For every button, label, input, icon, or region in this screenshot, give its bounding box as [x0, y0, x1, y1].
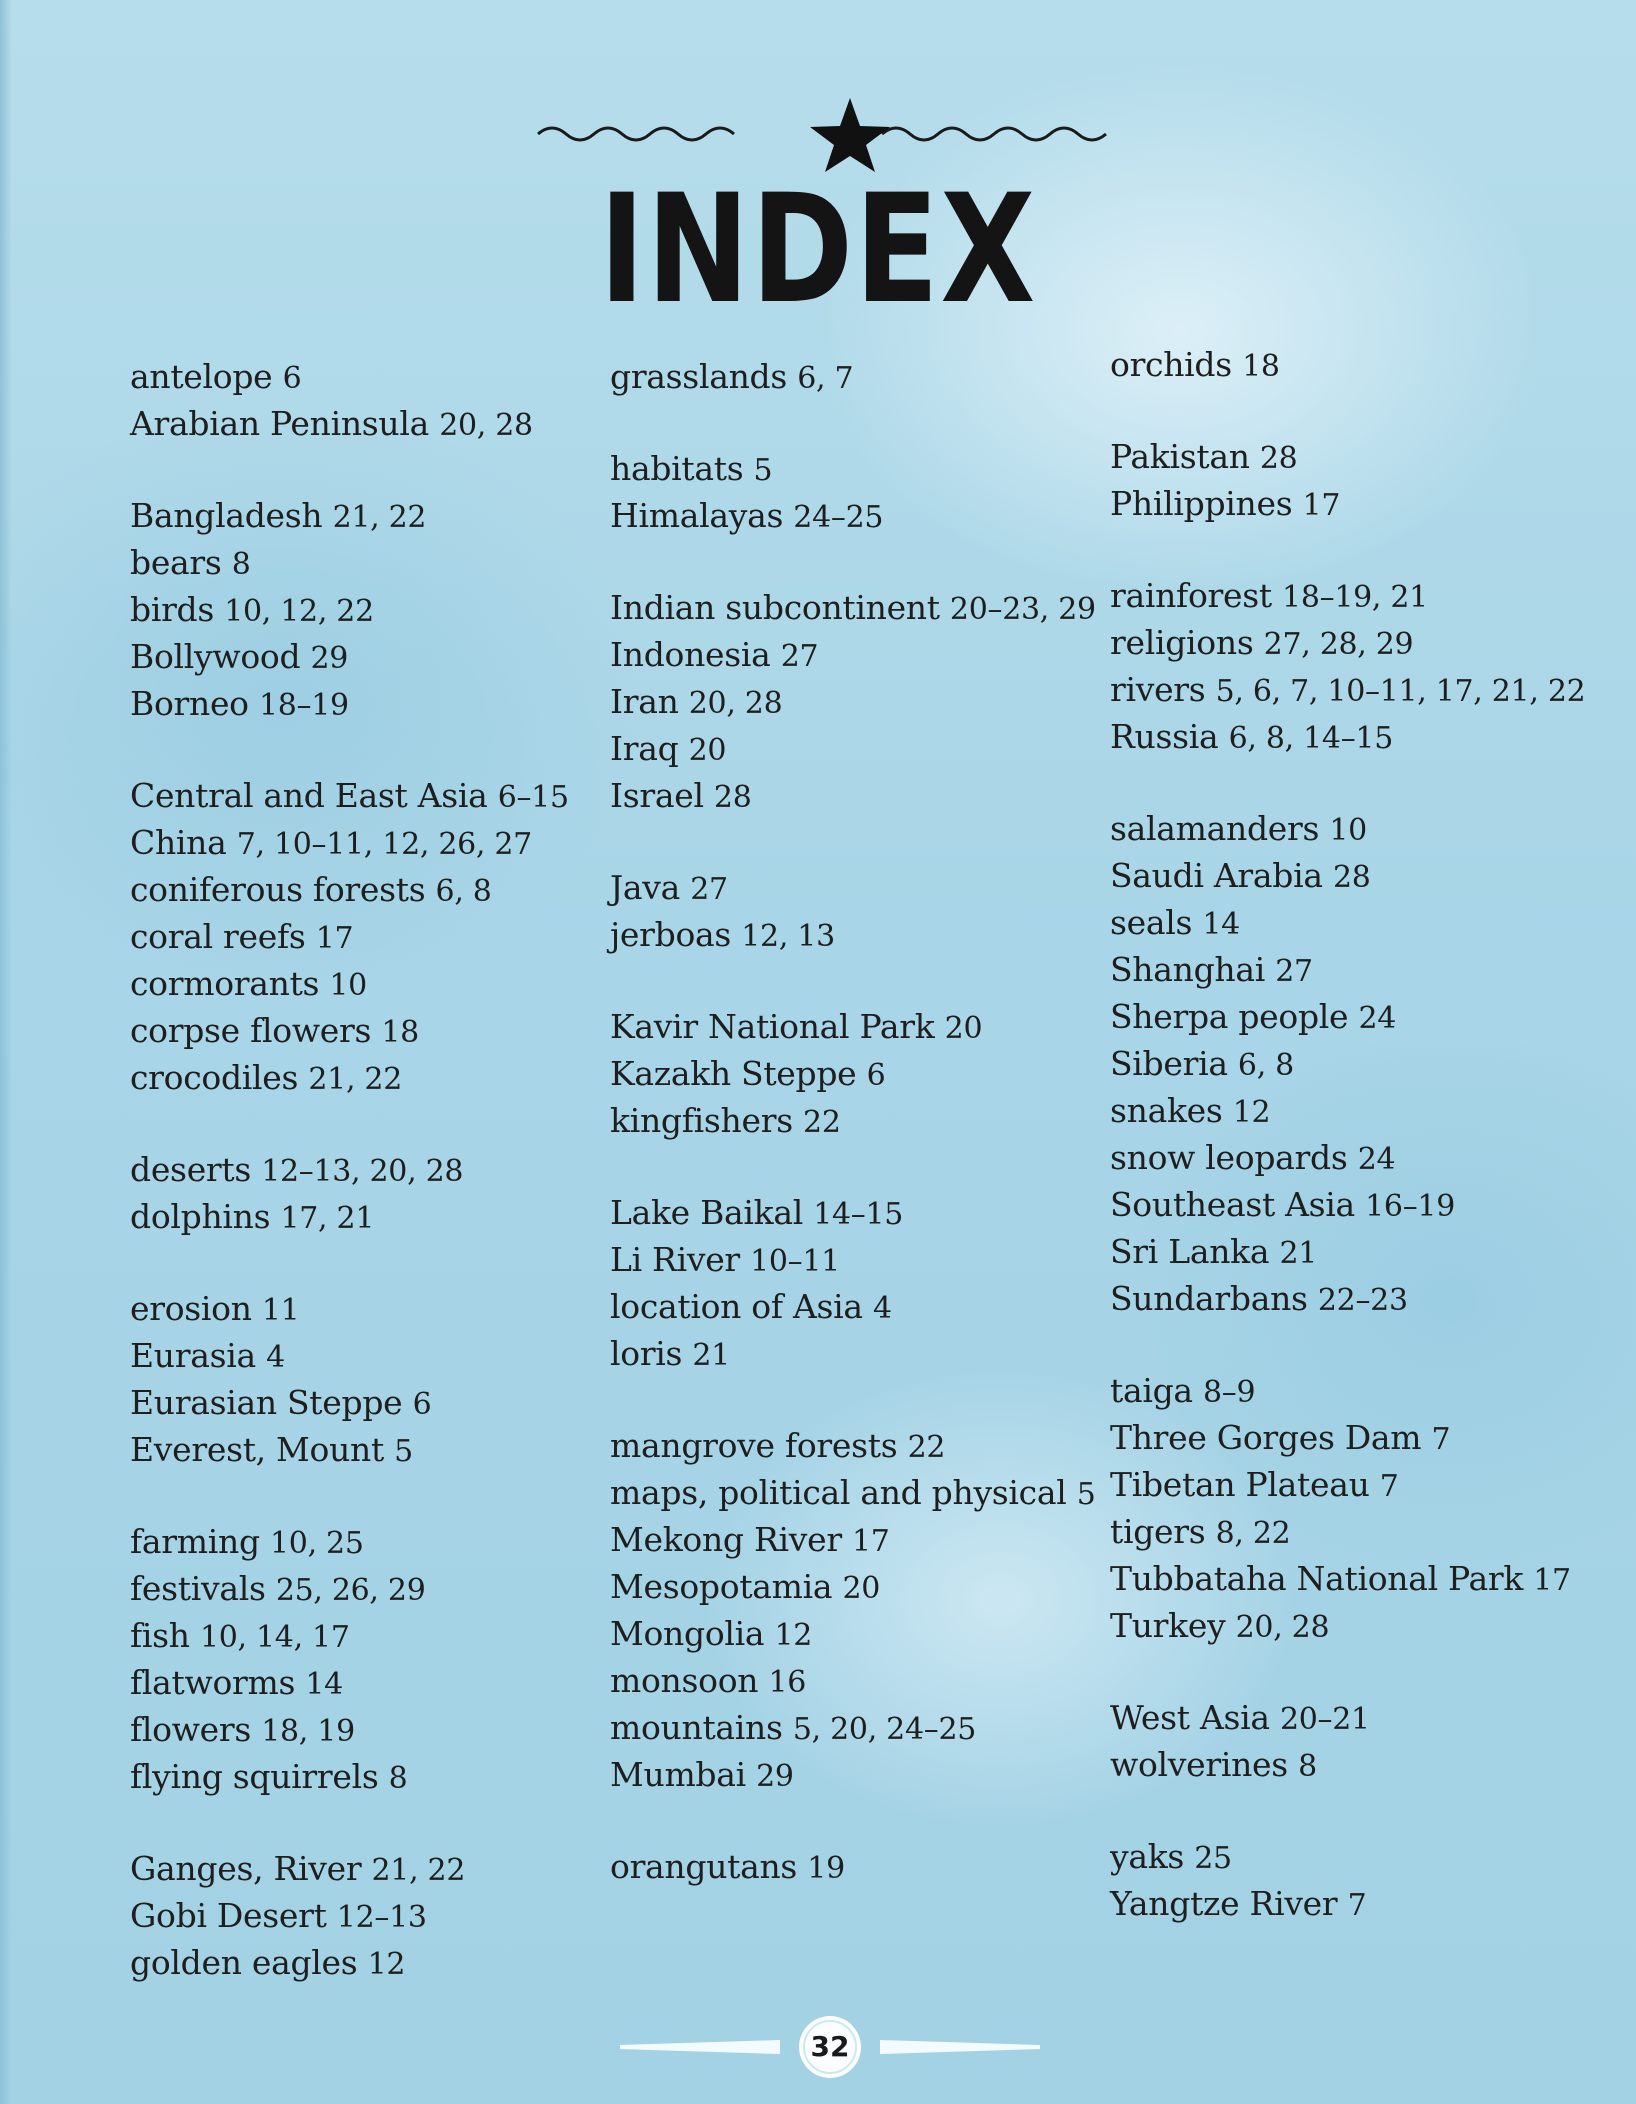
- index-group-gap: [610, 820, 1090, 865]
- index-term: Mesopotamia: [610, 1567, 833, 1606]
- index-group-gap: [130, 1241, 610, 1286]
- index-entry: [1110, 1368, 1590, 1415]
- page-title: INDEX: [599, 163, 1037, 337]
- index-page-numbers: 5: [394, 1434, 413, 1469]
- index-term: Bollywood: [130, 637, 301, 676]
- index-term: birds: [130, 590, 215, 629]
- index-group-gap: [130, 1801, 610, 1846]
- index-entry: [130, 634, 610, 681]
- index-page-numbers: 27: [690, 872, 728, 907]
- index-entry: [1110, 667, 1590, 714]
- index-page-numbers: 7: [1347, 1888, 1367, 1923]
- index-term: rivers: [1110, 670, 1206, 709]
- index-term: deserts: [130, 1150, 251, 1189]
- index-entry: [610, 1844, 1090, 1891]
- index-term: habitats: [610, 449, 744, 488]
- index-term: flying squirrels: [130, 1757, 379, 1796]
- index-term: dolphins: [130, 1197, 271, 1236]
- index-entry: [130, 1754, 610, 1801]
- index-term: Tubbataha National Park: [1110, 1559, 1524, 1598]
- index-page-numbers: 6, 7: [797, 361, 854, 396]
- index-term: taiga: [1110, 1371, 1193, 1410]
- index-entry: [610, 1658, 1090, 1705]
- index-term: grasslands: [610, 357, 787, 396]
- index-page-numbers: 12: [774, 1618, 813, 1653]
- index-term: Borneo: [130, 684, 249, 723]
- index-group-gap: [610, 401, 1090, 446]
- index-page-numbers: 6, 8: [435, 874, 492, 909]
- index-page-numbers: 12–13: [336, 1900, 427, 1935]
- index-term: Southeast Asia: [1110, 1185, 1355, 1224]
- index-term: mountains: [610, 1708, 783, 1747]
- index-entry: [610, 679, 1090, 726]
- index-group-gap: [1110, 389, 1590, 434]
- index-page-numbers: 20–23, 29: [949, 592, 1096, 627]
- index-page-numbers: 17, 21: [280, 1201, 375, 1236]
- index-entry: [130, 773, 610, 820]
- index-term: Central and East Asia: [130, 776, 488, 815]
- index-entry: [130, 1893, 610, 1940]
- index-term: tigers: [1110, 1512, 1206, 1551]
- index-term: corpse flowers: [130, 1011, 372, 1050]
- index-page-numbers: 18–19: [258, 688, 349, 723]
- index-page-numbers: 8: [388, 1761, 408, 1796]
- index-page-numbers: 24: [1357, 1142, 1396, 1177]
- index-page-numbers: 20: [944, 1011, 983, 1046]
- index-page-numbers: 17: [1302, 488, 1341, 523]
- index-entry: [610, 585, 1102, 632]
- index-entry: [1110, 853, 1590, 900]
- index-entry: [1110, 1509, 1590, 1556]
- index-entry: [1110, 714, 1590, 761]
- index-group-gap: [130, 728, 610, 773]
- index-page-numbers: 11: [261, 1293, 300, 1328]
- index-page-numbers: 20–21: [1279, 1702, 1370, 1737]
- page-number: 32: [810, 2030, 850, 2063]
- index-entry: [130, 1660, 610, 1707]
- index-term: seals: [1110, 903, 1193, 942]
- index-page-numbers: 20, 28: [688, 686, 783, 721]
- index-entry: [130, 820, 610, 867]
- index-group-gap: [1110, 1323, 1590, 1368]
- index-page-numbers: 10–11: [750, 1244, 840, 1279]
- index-entry: [130, 1427, 610, 1474]
- index-page-numbers: 7: [1431, 1422, 1451, 1457]
- index-term: monsoon: [610, 1661, 759, 1700]
- index-entry: [130, 1008, 610, 1055]
- index-entry: [130, 961, 610, 1008]
- index-entry: [1110, 1742, 1590, 1789]
- index-page-numbers: 5, 20, 24–25: [792, 1712, 977, 1747]
- index-page-numbers: 28: [713, 780, 752, 815]
- index-page-numbers: 12: [1232, 1095, 1271, 1130]
- index-term: mangrove forests: [610, 1426, 898, 1465]
- index-entry: [610, 773, 1090, 820]
- index-entry: [1110, 342, 1590, 389]
- index-term: Philippines: [1110, 484, 1293, 523]
- index-page-numbers: 10: [329, 968, 367, 1003]
- index-page-numbers: 24–25: [793, 500, 884, 535]
- index-entry: [1110, 1276, 1590, 1323]
- index-term: Mumbai: [610, 1755, 746, 1794]
- index-column-3: [1110, 342, 1590, 1928]
- index-page-numbers: 7: [1379, 1469, 1399, 1504]
- index-page-numbers: 5, 6, 7, 10–11, 17, 21, 22: [1215, 674, 1586, 709]
- index-entry: [130, 1147, 610, 1194]
- index-page-numbers: 22–23: [1317, 1283, 1408, 1318]
- index-page-numbers: 17: [852, 1524, 890, 1559]
- index-entry: [610, 1098, 1090, 1145]
- index-term: maps, political and physical: [610, 1473, 1067, 1512]
- index-term: wolverines: [1110, 1745, 1288, 1784]
- index-term: loris: [610, 1334, 683, 1373]
- index-entry: [130, 1846, 610, 1893]
- index-page-numbers: 6: [866, 1058, 886, 1093]
- index-page-numbers: 21, 22: [371, 1853, 466, 1888]
- index-term: Three Gorges Dam: [1110, 1418, 1422, 1457]
- index-entry: [610, 1051, 1090, 1098]
- index-entry: [610, 1331, 1090, 1378]
- index-page-numbers: 4: [872, 1291, 892, 1326]
- index-page-numbers: 20, 28: [439, 408, 533, 443]
- index-term: Gobi Desert: [130, 1896, 327, 1935]
- index-term: Sherpa people: [1110, 997, 1349, 1036]
- index-entry: [130, 681, 610, 728]
- index-page-numbers: 12: [367, 1947, 406, 1982]
- index-group-gap: [130, 1102, 610, 1147]
- index-term: orchids: [1110, 345, 1232, 384]
- index-term: religions: [1110, 623, 1254, 662]
- index-entry: [610, 354, 1090, 401]
- index-entry: [1110, 1695, 1590, 1742]
- index-entry: [1110, 620, 1590, 667]
- index-page-numbers: 6, 8, 14–15: [1228, 721, 1393, 756]
- index-term: Iran: [610, 682, 679, 721]
- index-page-numbers: 14–15: [813, 1197, 904, 1232]
- index-page-numbers: 14: [305, 1667, 343, 1702]
- index-entry: [1110, 1556, 1590, 1603]
- index-group-gap: [610, 540, 1090, 585]
- index-group-gap: [610, 1799, 1090, 1844]
- index-page-numbers: 8–9: [1203, 1375, 1256, 1410]
- index-page-numbers: 6: [282, 361, 302, 396]
- index-entry: [1110, 900, 1590, 947]
- index-page-numbers: 22: [803, 1105, 841, 1140]
- index-term: jerboas: [610, 915, 732, 954]
- index-page-numbers: 6, 8: [1237, 1048, 1294, 1083]
- index-column-1: [130, 354, 610, 1987]
- index-page-numbers: 29: [756, 1759, 794, 1794]
- index-page-numbers: 18, 19: [261, 1714, 355, 1749]
- index-page-numbers: 10, 12, 22: [224, 594, 374, 629]
- index-term: Eurasian Steppe: [130, 1383, 403, 1422]
- index-term: Tibetan Plateau: [1110, 1465, 1370, 1504]
- index-entry: [1110, 1041, 1590, 1088]
- index-term: snow leopards: [1110, 1138, 1348, 1177]
- index-entry: [130, 1194, 610, 1241]
- index-entry: [610, 865, 1090, 912]
- index-entry: [130, 1333, 610, 1380]
- index-term: coniferous forests: [130, 870, 426, 909]
- index-term: snakes: [1110, 1091, 1223, 1130]
- index-page-numbers: 12, 13: [741, 919, 835, 954]
- index-group-gap: [610, 1145, 1090, 1190]
- index-entry: [1110, 806, 1590, 853]
- index-group-gap: [130, 448, 610, 493]
- index-entry: [130, 1286, 610, 1333]
- index-entry: [130, 1613, 610, 1660]
- index-entry: [130, 354, 610, 401]
- index-term: Sri Lanka: [1110, 1232, 1270, 1271]
- index-page-numbers: 20: [688, 733, 727, 768]
- index-entry: [1110, 573, 1590, 620]
- index-term: Russia: [1110, 717, 1219, 756]
- index-entry: [610, 1705, 1090, 1752]
- index-group-gap: [130, 1474, 610, 1519]
- index-term: Eurasia: [130, 1336, 256, 1375]
- index-entry: [130, 1940, 610, 1987]
- index-term: Israel: [610, 776, 704, 815]
- index-term: coral reefs: [130, 917, 306, 956]
- index-entry: [610, 493, 1090, 540]
- page-spine-shadow: [0, 0, 12, 2104]
- index-entry: [1110, 481, 1590, 528]
- index-page-numbers: 21, 22: [308, 1062, 402, 1097]
- index-term: salamanders: [1110, 809, 1320, 848]
- index-term: Sundarbans: [1110, 1279, 1308, 1318]
- index-page-numbers: 16–19: [1365, 1189, 1455, 1224]
- index-entry: [610, 912, 1090, 959]
- index-page-numbers: 25, 26, 29: [275, 1573, 426, 1608]
- index-entry: [130, 493, 610, 540]
- index-page-numbers: 22: [907, 1430, 946, 1465]
- index-term: fish: [130, 1616, 190, 1655]
- index-term: Shanghai: [1110, 950, 1265, 989]
- index-group-gap: [1110, 528, 1590, 573]
- index-page-numbers: 20: [842, 1571, 881, 1606]
- index-term: flowers: [130, 1710, 252, 1749]
- index-term: farming: [130, 1522, 260, 1561]
- index-entry: [610, 1752, 1090, 1799]
- index-page-numbers: 27, 28, 29: [1263, 627, 1414, 662]
- index-entry: [1110, 1881, 1590, 1928]
- index-term: bears: [130, 543, 222, 582]
- index-page-numbers: 28: [1259, 441, 1298, 476]
- index-entry: [1110, 1415, 1590, 1462]
- index-page-numbers: 17: [1533, 1563, 1571, 1598]
- index-page-numbers: 14: [1202, 907, 1240, 942]
- index-term: erosion: [130, 1289, 252, 1328]
- index-term: Pakistan: [1110, 437, 1250, 476]
- index-entry: [130, 1566, 610, 1613]
- index-entry: [1110, 1135, 1590, 1182]
- index-term: Java: [610, 868, 681, 907]
- index-term: Li River: [610, 1240, 740, 1279]
- index-term: Mongolia: [610, 1614, 765, 1653]
- index-group-gap: [1110, 1789, 1590, 1834]
- index-page-numbers: 18: [381, 1015, 419, 1050]
- index-group-gap: [610, 1378, 1090, 1423]
- star-ornament-icon: [530, 92, 1170, 172]
- index-page-numbers: 7, 10–11, 12, 26, 27: [236, 827, 532, 862]
- index-entry: [610, 1237, 1090, 1284]
- index-page-numbers: 16: [768, 1665, 807, 1700]
- index-term: Bangladesh: [130, 496, 323, 535]
- index-page-numbers: 21: [1279, 1236, 1318, 1271]
- index-term: Turkey: [1110, 1606, 1226, 1645]
- index-entry: [610, 446, 1090, 493]
- index-entry: [610, 632, 1090, 679]
- index-page-numbers: 24: [1358, 1001, 1397, 1036]
- index-page-numbers: 5: [753, 453, 773, 488]
- index-term: location of Asia: [610, 1287, 863, 1326]
- index-page-numbers: 10: [1329, 813, 1367, 848]
- index-page-numbers: 18: [1242, 349, 1280, 384]
- index-entry: [610, 1190, 1090, 1237]
- index-entry: [130, 1519, 610, 1566]
- index-entry: [610, 1423, 1090, 1470]
- index-entry: [610, 1517, 1090, 1564]
- index-term: Kazakh Steppe: [610, 1054, 857, 1093]
- index-term: West Asia: [1110, 1698, 1270, 1737]
- index-term: crocodiles: [130, 1058, 299, 1097]
- index-entry: [1110, 947, 1590, 994]
- index-page-numbers: 27: [780, 639, 819, 674]
- index-entry: [1110, 1182, 1590, 1229]
- index-page-numbers: 18–19, 21: [1282, 580, 1428, 615]
- index-page-numbers: 8, 22: [1215, 1516, 1291, 1551]
- index-page-numbers: 10, 14, 17: [199, 1620, 350, 1655]
- index-term: cormorants: [130, 964, 320, 1003]
- index-term: Kavir National Park: [610, 1007, 935, 1046]
- index-page-numbers: 6–15: [497, 780, 569, 815]
- index-page-numbers: 4: [266, 1340, 285, 1375]
- index-entry: [130, 1380, 610, 1427]
- index-entry: [1110, 1603, 1590, 1650]
- index-entry: [1110, 994, 1590, 1041]
- index-term: Himalayas: [610, 496, 784, 535]
- index-term: rainforest: [1110, 576, 1272, 615]
- index-page-numbers: 17: [315, 921, 354, 956]
- index-entry: [130, 1055, 610, 1102]
- index-page-numbers: 8: [1298, 1749, 1317, 1784]
- index-page-numbers: 29: [310, 641, 349, 676]
- index-term: antelope: [130, 357, 273, 396]
- index-page-numbers: 27: [1275, 954, 1313, 989]
- index-group-gap: [610, 959, 1090, 1004]
- index-page-numbers: 25: [1194, 1841, 1232, 1876]
- index-page-numbers: 10, 25: [270, 1526, 364, 1561]
- index-entry: [1110, 434, 1590, 481]
- index-entry: [610, 1284, 1090, 1331]
- index-group-gap: [1110, 761, 1590, 806]
- index-term: Mekong River: [610, 1520, 842, 1559]
- index-term: Siberia: [1110, 1044, 1228, 1083]
- index-page-numbers: 21, 22: [332, 500, 427, 535]
- index-term: Ganges, River: [130, 1849, 362, 1888]
- index-term: Lake Baikal: [610, 1193, 804, 1232]
- index-term: Saudi Arabia: [1110, 856, 1323, 895]
- index-term: Indian subcontinent: [610, 588, 940, 627]
- index-term: yaks: [1110, 1837, 1185, 1876]
- index-group-gap: [1110, 1650, 1590, 1695]
- index-entry: [610, 1470, 1102, 1517]
- index-term: Indonesia: [610, 635, 771, 674]
- index-entry: [130, 540, 610, 587]
- index-term: China: [130, 823, 227, 862]
- index-page-numbers: 8: [231, 547, 251, 582]
- index-term: golden eagles: [130, 1943, 358, 1982]
- index-term: orangutans: [610, 1847, 798, 1886]
- index-entry: [130, 867, 610, 914]
- index-term: Everest, Mount: [130, 1430, 384, 1469]
- index-entry: [610, 1004, 1090, 1051]
- index-page-numbers: 28: [1332, 860, 1371, 895]
- index-page-numbers: 12–13, 20, 28: [261, 1154, 464, 1189]
- index-term: festivals: [130, 1569, 266, 1608]
- index-entry: [130, 1707, 610, 1754]
- index-entry: [130, 587, 610, 634]
- index-entry: [610, 1564, 1090, 1611]
- index-entry: [610, 726, 1090, 773]
- index-entry: [1110, 1229, 1590, 1276]
- index-column-2: [610, 354, 1096, 1891]
- index-entry: [1110, 1834, 1590, 1881]
- index-term: Arabian Peninsula: [130, 404, 430, 443]
- index-page-numbers: 5: [1076, 1477, 1096, 1512]
- index-term: kingfishers: [610, 1101, 793, 1140]
- index-page-numbers: 19: [807, 1851, 845, 1886]
- index-term: flatworms: [130, 1663, 296, 1702]
- index-page-numbers: 21: [692, 1338, 730, 1373]
- index-page-numbers: 20, 28: [1235, 1610, 1330, 1645]
- index-entry: [130, 401, 610, 448]
- index-page-numbers: 6: [412, 1387, 432, 1422]
- index-entry: [610, 1611, 1090, 1658]
- index-entry: [1110, 1088, 1590, 1135]
- index-entry: [130, 914, 610, 961]
- index-term: Iraq: [610, 729, 679, 768]
- index-entry: [1110, 1462, 1590, 1509]
- index-term: Yangtze River: [1110, 1884, 1338, 1923]
